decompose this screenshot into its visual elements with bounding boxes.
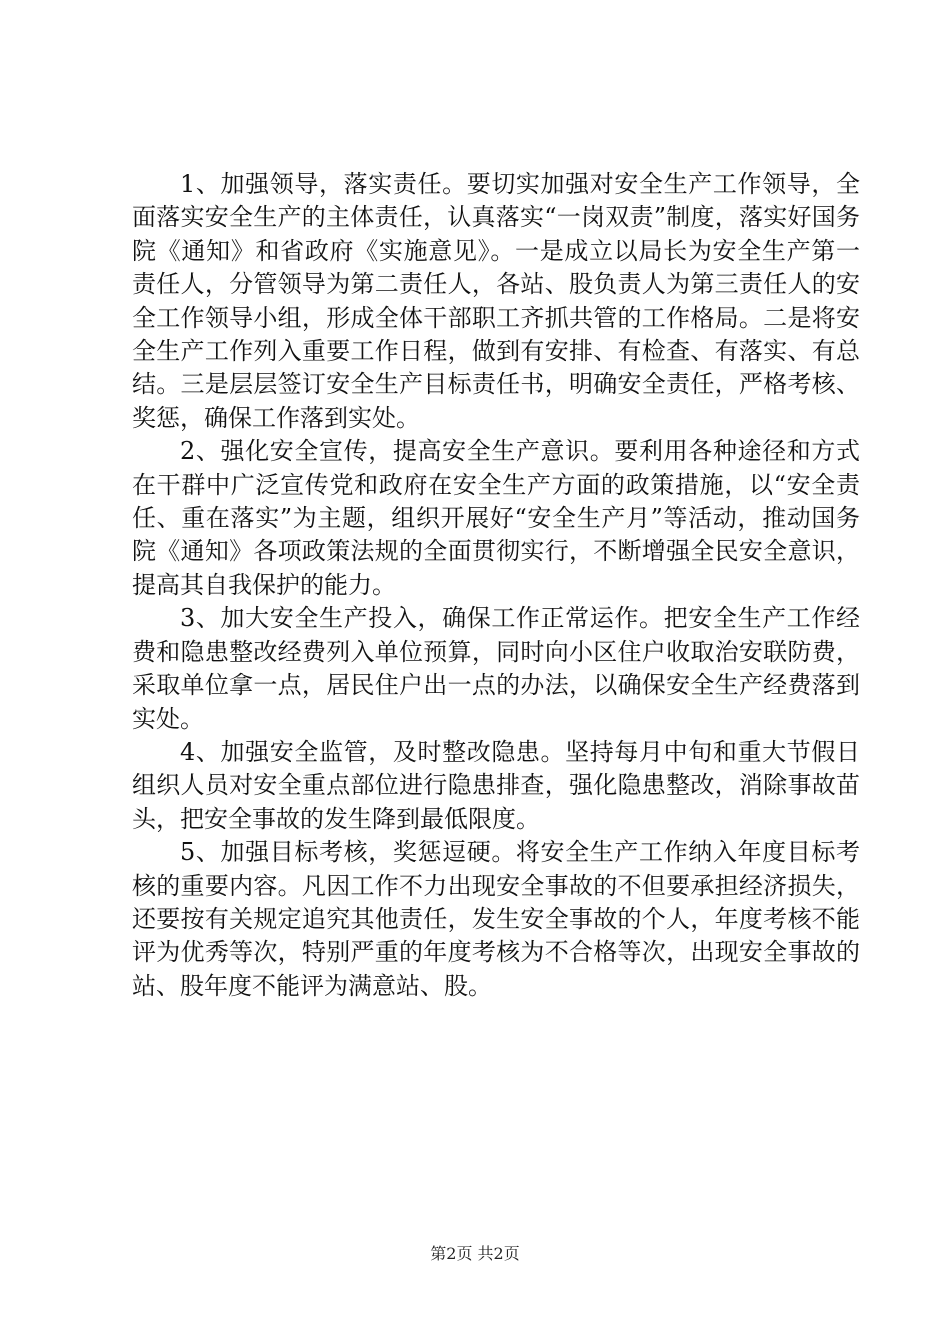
paragraph-4: 4、加强安全监管，及时整改隐患。坚持每月中旬和重大节假日组织人员对安全重点部位进行隐患排查，强化隐患整改，消除事故苗头，把安全事故的发生降到最低限度。 [132,737,860,833]
paragraph-5: 5、加强目标考核，奖惩逗硬。将安全生产工作纳入年度目标考核的重要内容。凡因工作不力出现安全事故的不但要承担经济损失，还要按有关规定追究其他责任，发生安全事故的个人，年度考核不能评为优秀等次，特别严重的年度考核为不合格等次，出现安全事故的站、股年度不能评为满意站、股。 [132,838,860,1000]
paragraph-3: 3、加大安全生产投入，确保工作正常运作。把安全生产工作经费和隐患整改经费列入单位预算，同时向小区住户收取治安联防费，采取单位拿一点，居民住户出一点的办法，以确保安全生产经费落到实处。 [132,604,860,733]
page-number-footer: 第2页 共2页 [430,1244,520,1263]
document-body [132,168,860,1003]
paragraph-1: 1、加强领导，落实责任。要切实加强对安全生产工作领导，全面落实安全生产的主体责任，认真落实“一岗双责”制度，落实好国务院《通知》和省政府《实施意见》。一是成立以局长为安全生产第一责任人，分管领导为第二责任人，各站、股负责人为第三责任人的安全工作领导小组，形成全体干部职工齐抓共管的工作格局。二是将安全生产工作列入重要工作日程，做到有安排、有检查、有落实、有总结。三是层层签订安全生产目标责任书，明确安全责任，严格考核、奖惩，确保工作落到实处。 [132,170,860,432]
paragraph-2: 2、强化安全宣传，提高安全生产意识。要利用各种途径和方式在干群中广泛宣传党和政府在安全生产方面的政策措施，以“安全责任、重在落实”为主题，组织开展好“安全生产月”等活动，推动国务院《通知》各项政策法规的全面贯彻实行，不断增强全民安全意识，提高其自我保护的能力。 [132,437,860,599]
